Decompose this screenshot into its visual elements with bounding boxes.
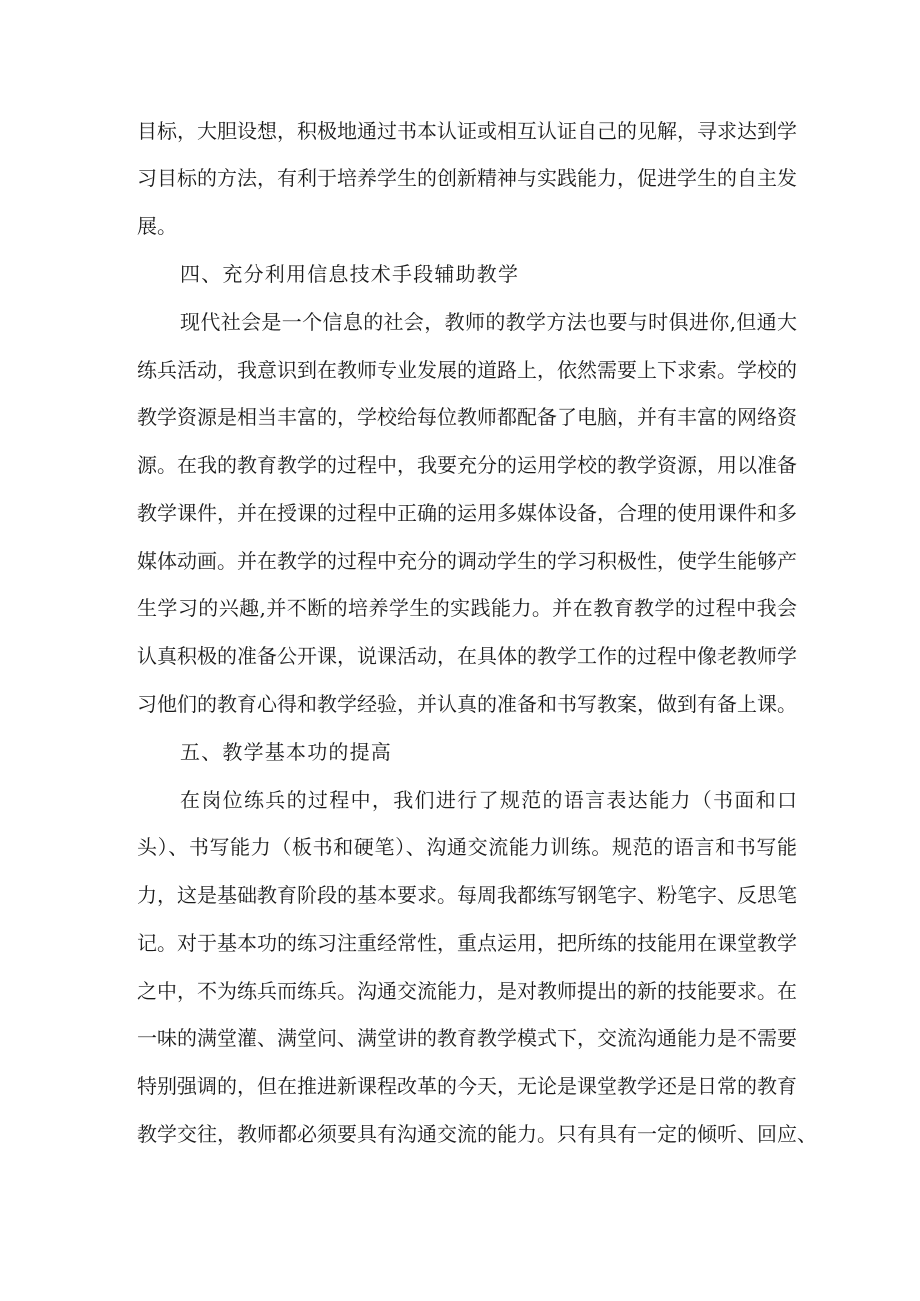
paragraph-line: 目标，大胆设想，积极地通过书本认证或相互认证自己的见解，寻求达到学 xyxy=(137,119,797,143)
paragraph-line: 展。 xyxy=(137,214,177,238)
paragraph-line: 头）、书写能力（板书和硬笔）、沟通交流能力训练。规范的语言和书写能 xyxy=(137,835,797,859)
paragraph-line: 记。对于基本功的练习注重经常性，重点运用，把所练的技能用在课堂教学 xyxy=(137,931,797,955)
paragraph-line: 教学资源是相当丰富的，学校给每位教师都配备了电脑，并有丰富的网络资 xyxy=(137,405,797,429)
paragraph-line: 在岗位练兵的过程中，我们进行了规范的语言表达能力（书面和口 xyxy=(180,788,797,812)
paragraph-line: 媒体动画。并在教学的过程中充分的调动学生的学习积极性，使学生能够产 xyxy=(137,549,797,573)
paragraph-line: 练兵活动，我意识到在教师专业发展的道路上，依然需要上下求索。学校的 xyxy=(137,358,797,382)
section-heading: 四、充分利用信息技术手段辅助教学 xyxy=(180,262,520,286)
paragraph-line: 源。在我的教育教学的过程中，我要充分的运用学校的教学资源，用以准备 xyxy=(137,453,797,477)
paragraph-line: 生学习的兴趣,并不断的培养学生的实践能力。并在教育教学的过程中我会 xyxy=(137,596,797,620)
paragraph-line: 现代社会是一个信息的社会，教师的教学方法也要与时俱进你,但通大 xyxy=(180,310,797,334)
paragraph-line: 教学交往，教师都必须要具有沟通交流的能力。只有具有一定的倾听、回应、 xyxy=(137,1122,817,1146)
paragraph-line: 特别强调的，但在推进新课程改革的今天，无论是课堂教学还是日常的教育 xyxy=(137,1074,797,1098)
paragraph-line: 习他们的教育心得和教学经验，并认真的准备和书写教案，做到有备上课。 xyxy=(137,692,797,716)
paragraph-line: 认真积极的准备公开课，说课活动，在具体的教学工作的过程中像老教师学 xyxy=(137,644,797,668)
paragraph-line: 教学课件，并在授课的过程中正确的运用多媒体设备，合理的使用课件和多 xyxy=(137,501,797,525)
paragraph-line: 一味的满堂灌、满堂问、满堂讲的教育教学模式下，交流沟通能力是不需要 xyxy=(137,1026,797,1050)
section-heading: 五、教学基本功的提高 xyxy=(180,740,392,764)
paragraph-line: 力，这是基础教育阶段的基本要求。每周我都练写钢笔字、粉笔字、反思笔 xyxy=(137,883,797,907)
paragraph-line: 习目标的方法，有利于培养学生的创新精神与实践能力，促进学生的自主发 xyxy=(137,166,797,190)
paragraph-line: 之中，不为练兵而练兵。沟通交流能力，是对教师提出的新的技能要求。在 xyxy=(137,979,797,1003)
